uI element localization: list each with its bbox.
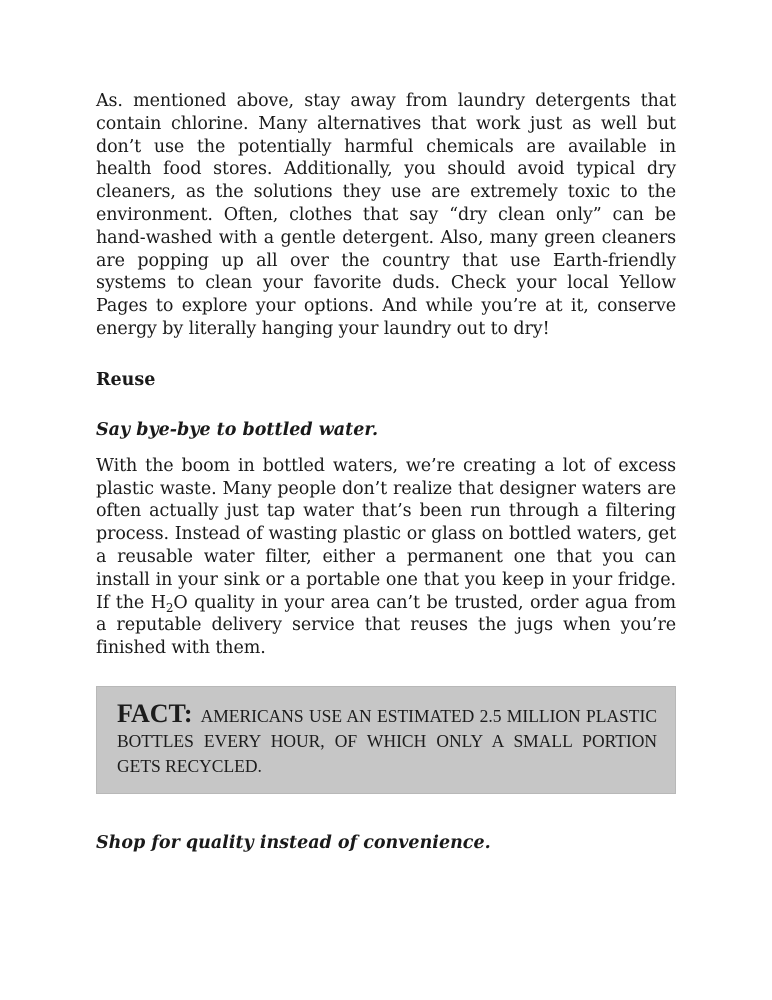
paragraph-text-part-2: quality in your area can’t be trusted, order agua from a reputable delivery service that reuses the jugs when you’re finished with them. — [96, 592, 677, 659]
water-formula — [151, 593, 188, 613]
paragraph-text-part-1: With the boom in bottled waters, we’re creating a lot of excess plastic waste. Many people don’t realize that designer waters are often actually just tap water that’s been run through a filtering process. Instead of wasting plastic or glass on bottled waters, get a reusable water filter, either a permanent one that you can install in your sink or a portable one that you keep in your fridge. If the — [96, 455, 676, 613]
formula-h: H — [150, 592, 166, 613]
bottled-water-paragraph — [96, 455, 676, 660]
formula-o: O — [173, 592, 188, 613]
intro-paragraph: As. mentioned above, stay away from laundry detergents that contain chlorine. Many alternatives that work just as well but don’t use the potentially harmful chemicals are available in health food stores. Additionally, you should avoid typical dry cleaners, as the solutions they use are extremely toxic to the environment. Often, clothes that say “dry clean only” can be hand-washed with a gentle detergent. Also, many green cleaners are popping up all over the country that use Earth-friendly systems to clean your favorite duds. Check your local Yellow Pages to explore your options. And while you’re at it, conserve energy by literally hanging your laundry out to dry! — [96, 91, 676, 339]
fact-callout-box — [96, 686, 676, 794]
section-heading-reuse: Reuse — [96, 369, 156, 390]
tip-heading-bottled-water: Say bye-bye to bottled water. — [96, 419, 379, 440]
tip-heading-shop-quality: Shop for quality instead of convenience. — [96, 832, 491, 853]
document-page — [96, 90, 676, 854]
fact-text: AMERICANS USE AN ESTIMATED 2.5 MILLION PLASTIC BOTTLES EVERY HOUR, OF WHICH ONLY A SMALL PORTION GETS RECYCLED. — [117, 705, 657, 776]
formula-subscript: 2 — [165, 600, 174, 615]
fact-label: FACT: — [117, 698, 193, 728]
